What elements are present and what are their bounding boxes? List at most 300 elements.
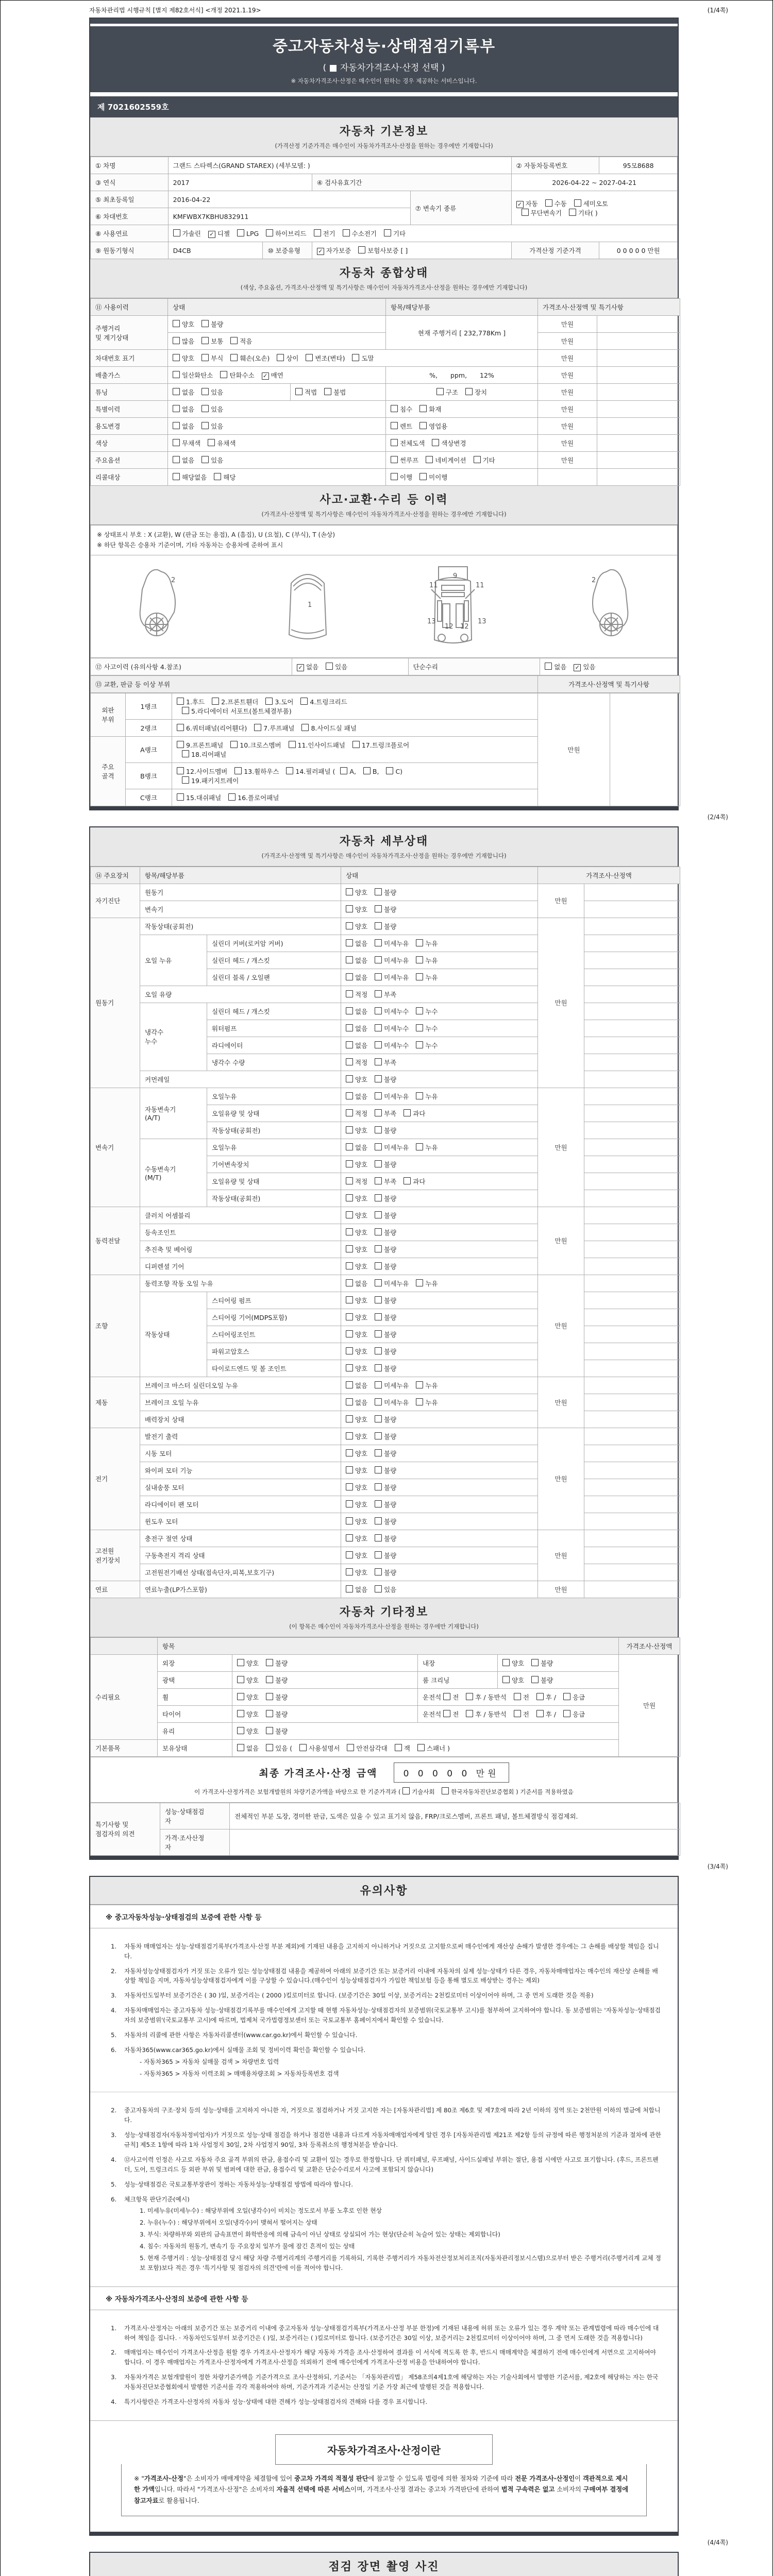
value-cell[interactable]: 구조 장치 <box>386 384 538 401</box>
checkbox-icon[interactable] <box>266 1744 273 1751</box>
value-cell[interactable]: 없음 미세누유 누유 <box>341 935 538 952</box>
checkbox-icon[interactable] <box>502 1676 510 1683</box>
checkbox-icon[interactable] <box>352 354 359 361</box>
value-cell[interactable]: 적정 부족 과다 <box>341 1173 538 1190</box>
checkbox-checked-icon[interactable]: ✓ <box>208 231 215 238</box>
value-cell[interactable]: ✓ 자동 수동 세미오토 무단변속기 기타( ) <box>511 191 677 225</box>
value-cell[interactable]: 없음 미세누유 누유 <box>341 1377 538 1394</box>
notice-item-subs <box>124 2206 663 2273</box>
checkbox-icon[interactable] <box>375 1500 382 1507</box>
checkbox-icon[interactable] <box>295 388 303 395</box>
value-cell[interactable]: 양호 불량 <box>341 1258 538 1275</box>
checkbox-icon[interactable] <box>375 1109 382 1116</box>
checkbox-checked-icon[interactable]: ✓ <box>574 664 581 671</box>
value-cell[interactable]: 양호 불량 <box>341 1071 538 1088</box>
value-cell[interactable]: 없음 있음 <box>168 384 291 401</box>
checkbox-icon[interactable] <box>265 698 273 705</box>
value-cell[interactable]: 양호 불량 <box>498 1671 619 1688</box>
checkbox-icon[interactable] <box>522 209 529 216</box>
checkbox-icon[interactable] <box>346 922 353 929</box>
checkbox-icon[interactable] <box>375 1143 382 1150</box>
checkbox-icon[interactable] <box>201 422 209 429</box>
checkbox-icon[interactable] <box>375 1058 382 1065</box>
checkbox-icon[interactable] <box>465 388 473 395</box>
value-cell[interactable]: 양호 불량 <box>341 1207 538 1224</box>
checkbox-icon[interactable] <box>375 1262 382 1269</box>
checkbox-icon[interactable] <box>416 939 423 946</box>
checkbox-icon[interactable] <box>306 354 313 361</box>
checkbox-icon[interactable] <box>391 422 398 429</box>
checkbox-icon[interactable] <box>346 973 353 980</box>
checkbox-icon[interactable] <box>201 337 209 344</box>
value-cell[interactable]: 양호 불량 <box>232 1722 619 1739</box>
checkbox-icon[interactable] <box>346 990 353 997</box>
checkbox-icon[interactable] <box>182 776 189 784</box>
checkbox-icon[interactable] <box>416 973 423 980</box>
checkbox-icon[interactable] <box>375 1296 382 1303</box>
value-cell[interactable]: 썬루프 네비게이션 기타 <box>386 452 538 469</box>
checkbox-icon[interactable] <box>346 1313 353 1320</box>
checkbox-icon[interactable] <box>363 767 371 774</box>
checkbox-icon[interactable] <box>346 1143 353 1150</box>
checkbox-icon[interactable] <box>326 663 333 670</box>
checkbox-icon[interactable] <box>346 1024 353 1031</box>
value-cell[interactable]: 양호 불량 <box>341 1343 538 1360</box>
value-cell[interactable]: 없음 있음 <box>168 418 386 435</box>
checkbox-icon[interactable] <box>346 1534 353 1541</box>
checkbox-icon[interactable] <box>346 1228 353 1235</box>
checkbox-icon[interactable] <box>346 1551 353 1558</box>
checkbox-icon[interactable] <box>375 1432 382 1439</box>
checkbox-icon[interactable] <box>375 1228 382 1235</box>
checkbox-icon[interactable] <box>346 905 353 912</box>
checkbox-icon[interactable] <box>416 956 423 963</box>
value-cell[interactable]: 양호 불량 <box>341 1122 538 1139</box>
value-cell[interactable]: 해당없음 해당 <box>168 469 386 486</box>
value-cell[interactable]: 양호 불량 <box>341 1462 538 1479</box>
value-cell[interactable]: 양호 불량 <box>341 1479 538 1496</box>
checkbox-icon[interactable] <box>346 1296 353 1303</box>
checkbox-icon[interactable] <box>346 1568 353 1575</box>
checkbox-icon[interactable] <box>343 229 350 236</box>
checkbox-icon[interactable] <box>391 405 398 412</box>
checkbox-icon[interactable] <box>182 750 189 757</box>
checkbox-icon[interactable] <box>237 1744 244 1751</box>
checkbox-icon[interactable] <box>173 337 180 344</box>
value-cell[interactable]: 양호 불량 <box>232 1654 418 1671</box>
value-cell[interactable]: 양호 불량 <box>232 1705 418 1722</box>
value-cell[interactable]: 양호 불량 <box>341 1360 538 1377</box>
checkbox-icon[interactable] <box>237 1659 244 1666</box>
checkbox-icon[interactable] <box>173 439 180 446</box>
value-cell[interactable]: 양호 불량 <box>341 1241 538 1258</box>
value-cell[interactable]: 1.후드 2.프론트휀더 3.도어 4.트렁크리드 5.라디에이터 서포트(볼트체결부품) <box>172 693 538 719</box>
checkbox-icon[interactable] <box>375 1007 382 1014</box>
checkbox-icon[interactable] <box>536 1693 544 1700</box>
checkbox-icon[interactable] <box>375 1364 382 1371</box>
checkbox-icon[interactable] <box>416 1024 423 1031</box>
value-cell[interactable]: 양호 불량 <box>341 1513 538 1530</box>
checkbox-icon[interactable] <box>375 888 382 895</box>
checkbox-icon[interactable] <box>289 741 296 748</box>
value-cell[interactable]: 양호 불량 <box>341 1530 538 1547</box>
checkbox-icon[interactable] <box>173 371 180 378</box>
checkbox-icon[interactable] <box>545 663 552 670</box>
checkbox-icon[interactable] <box>375 1585 382 1592</box>
checkbox-icon[interactable] <box>347 1744 354 1751</box>
checkbox-icon[interactable] <box>346 1177 353 1184</box>
checkbox-icon[interactable] <box>375 1092 382 1099</box>
checkbox-icon[interactable] <box>346 1041 353 1048</box>
checkbox-icon[interactable] <box>358 246 365 253</box>
value-cell[interactable]: 12.사이드멤버 13.휠하우스 14.필러패널 ( A, B, C) 19.패키지트레이 <box>172 762 538 789</box>
checkbox-icon[interactable] <box>375 973 382 980</box>
checkbox-icon[interactable] <box>230 337 238 344</box>
checkbox-icon[interactable] <box>346 956 353 963</box>
value-cell[interactable]: 양호 불량 <box>341 1309 538 1326</box>
checkbox-icon[interactable] <box>404 1177 411 1184</box>
value-cell[interactable]: 없음 있음 ( 사용설명서 안전삼각대 잭 스패너 ) <box>232 1739 619 1756</box>
value-cell[interactable]: 이행 미이행 <box>386 469 538 486</box>
column-header-cell <box>91 1637 158 1654</box>
checkbox-icon[interactable] <box>237 1676 244 1683</box>
checkbox-icon[interactable] <box>466 1710 473 1717</box>
value-cell[interactable]: 가솔린 ✓ 디젤 LPG 하이브리드 전기 수소전기 기타 <box>168 225 677 242</box>
checkbox-icon[interactable] <box>416 1398 423 1405</box>
checkbox-icon[interactable] <box>375 990 382 997</box>
value-cell[interactable]: 없음 미세누유 누유 <box>341 1088 538 1105</box>
checkbox-icon[interactable] <box>346 1381 353 1388</box>
checkbox-icon[interactable] <box>173 405 180 412</box>
checkbox-icon[interactable] <box>212 698 219 705</box>
value-cell[interactable]: 적정 부족 <box>341 1054 538 1071</box>
checkbox-icon[interactable] <box>419 422 427 429</box>
value-cell[interactable]: 없음 있음 <box>341 1581 538 1598</box>
checkbox-icon[interactable] <box>266 1676 273 1683</box>
value-cell[interactable]: 양호 불량 <box>341 1156 538 1173</box>
checkbox-icon[interactable] <box>391 439 398 446</box>
checkbox-icon[interactable] <box>201 405 209 412</box>
value-cell[interactable]: 적정 부족 과다 <box>341 1105 538 1122</box>
checkbox-icon[interactable] <box>182 707 189 714</box>
checkbox-icon[interactable] <box>514 1693 521 1700</box>
checkbox-icon[interactable] <box>384 229 391 236</box>
checkbox-icon[interactable] <box>436 388 444 395</box>
checkbox-icon[interactable] <box>352 741 360 748</box>
value-cell[interactable]: 양호 불량 <box>341 1445 538 1462</box>
value-cell[interactable]: 양호 부식 훼손(오손) 상이 변조(변타) 도말 <box>168 350 538 367</box>
checkbox-icon[interactable] <box>177 767 184 774</box>
checkbox-icon[interactable] <box>375 922 382 929</box>
value-cell[interactable]: 없음 미세누유 누유 <box>341 1394 538 1411</box>
checkbox-icon[interactable] <box>502 1659 510 1666</box>
checkbox-icon[interactable] <box>266 229 273 236</box>
checkbox-icon[interactable] <box>416 1007 423 1014</box>
checkbox-icon[interactable] <box>346 1483 353 1490</box>
checkbox-icon[interactable] <box>254 724 261 731</box>
row-label-cell: 주요 골격 <box>91 736 126 806</box>
checkbox-icon[interactable] <box>375 1075 382 1082</box>
value-cell[interactable]: 운전석 전 후 / 동반석 전 후 / 응급 <box>418 1688 619 1705</box>
checkbox-icon[interactable] <box>237 1710 244 1717</box>
checkbox-icon[interactable] <box>173 320 180 327</box>
checkbox-icon[interactable] <box>230 741 238 748</box>
checkbox-icon[interactable] <box>208 439 215 446</box>
checkbox-icon[interactable] <box>375 1245 382 1252</box>
value-cell[interactable]: 없음 미세누유 누유 <box>341 969 538 986</box>
checkbox-icon[interactable] <box>404 1109 411 1116</box>
value-cell[interactable]: 양호 불량 <box>341 884 538 901</box>
checkbox-icon[interactable] <box>346 1347 353 1354</box>
value-cell[interactable]: 많음 보통 적음 <box>168 333 386 350</box>
checkbox-icon[interactable] <box>416 1279 423 1286</box>
checkbox-icon[interactable] <box>234 767 242 774</box>
row-label-cell: 연료 <box>91 1581 140 1598</box>
checkbox-icon[interactable] <box>391 473 398 480</box>
checkbox-icon[interactable] <box>531 1659 539 1666</box>
checkbox-icon[interactable] <box>346 1211 353 1218</box>
value-cell[interactable]: 양호 불량 <box>341 918 538 935</box>
value-cell[interactable]: 양호 불량 <box>232 1671 418 1688</box>
checkbox-icon[interactable] <box>173 229 180 236</box>
checkbox-icon[interactable] <box>346 1194 353 1201</box>
checkbox-icon[interactable] <box>214 473 221 480</box>
checkbox-icon[interactable] <box>375 1483 382 1490</box>
value-cell[interactable]: ✓ 자가보증 보험사보증 [ ] <box>312 242 511 259</box>
value-cell: 디퍼렌셜 기어 <box>140 1258 341 1275</box>
checkbox-icon[interactable] <box>266 1727 273 1734</box>
value-cell[interactable]: 양호 불량 <box>341 1326 538 1343</box>
checkbox-icon[interactable] <box>375 1568 382 1575</box>
checkbox-icon[interactable] <box>346 1500 353 1507</box>
checkbox-icon[interactable] <box>201 354 209 361</box>
checkbox-icon[interactable] <box>346 1279 353 1286</box>
checkbox-icon[interactable] <box>375 1211 382 1218</box>
checkbox-icon[interactable] <box>375 1177 382 1184</box>
value-cell[interactable]: 양호 불량 <box>498 1654 619 1671</box>
checkbox-icon[interactable] <box>416 1381 423 1388</box>
checkbox-icon[interactable] <box>443 1693 450 1700</box>
checkbox-icon[interactable] <box>346 1517 353 1524</box>
column-header-cell: 항목 <box>158 1637 619 1654</box>
checkbox-icon[interactable] <box>474 456 481 463</box>
checkbox-icon[interactable] <box>375 1381 382 1388</box>
checkbox-icon[interactable] <box>346 1449 353 1456</box>
checkbox-icon[interactable] <box>375 956 382 963</box>
value-cell[interactable]: 양호 불량 <box>232 1688 418 1705</box>
checkbox-icon[interactable] <box>402 1787 410 1794</box>
checkbox-icon[interactable] <box>375 1330 382 1337</box>
row-label-cell: 가격·조사산정 자 <box>160 1829 230 1855</box>
checkbox-icon[interactable] <box>574 199 581 207</box>
checkbox-icon[interactable] <box>201 456 209 463</box>
checkbox-icon[interactable] <box>173 354 180 361</box>
checkbox-icon[interactable] <box>266 1693 273 1700</box>
checkbox-icon[interactable] <box>443 1710 450 1717</box>
checkbox-icon[interactable] <box>266 1659 273 1666</box>
checkbox-icon[interactable] <box>346 939 353 946</box>
checkbox-icon[interactable] <box>346 1075 353 1082</box>
checkbox-icon[interactable] <box>228 793 236 801</box>
value-cell[interactable]: 6.쿼터패널(리어휀다) 7.루프패널 8.사이드실 패널 <box>172 719 538 736</box>
notice-item <box>111 2030 663 2040</box>
checkbox-icon[interactable] <box>266 1710 273 1717</box>
checkbox-icon[interactable] <box>419 473 427 480</box>
checkbox-icon[interactable] <box>466 1693 473 1700</box>
checkbox-icon[interactable] <box>237 229 244 236</box>
checkbox-icon[interactable] <box>531 1676 539 1683</box>
checkbox-icon[interactable] <box>346 1058 353 1065</box>
checkbox-icon[interactable] <box>299 1744 307 1751</box>
value-cell[interactable]: 없음 미세누수 누수 <box>341 1037 538 1054</box>
checkbox-icon[interactable] <box>346 1585 353 1592</box>
checkbox-checked-icon[interactable]: ✓ <box>297 664 304 671</box>
checkbox-icon[interactable] <box>177 724 184 731</box>
checkbox-icon[interactable] <box>416 1143 423 1150</box>
checkbox-icon[interactable] <box>375 1534 382 1541</box>
value-cell[interactable]: ✓ 없음 있음 <box>292 658 409 675</box>
value-cell[interactable]: 없음 있음 <box>168 401 386 418</box>
checkbox-checked-icon[interactable]: ✓ <box>516 201 524 208</box>
checkbox-icon[interactable] <box>173 388 180 395</box>
checkbox-icon[interactable] <box>416 1092 423 1099</box>
value-cell[interactable]: 양호 불량 <box>341 1411 538 1428</box>
checkbox-icon[interactable] <box>346 1262 353 1269</box>
value-cell[interactable]: 전체도색 색상변경 <box>386 435 538 452</box>
value-cell[interactable]: 양호 불량 <box>341 901 538 918</box>
value-cell[interactable]: 양호 불량 <box>341 1224 538 1241</box>
checkbox-icon[interactable] <box>314 229 321 236</box>
value-cell[interactable]: 침수 화재 <box>386 401 538 418</box>
value-cell[interactable]: 렌트 영업용 <box>386 418 538 435</box>
checkbox-icon[interactable] <box>545 199 552 207</box>
checkbox-icon[interactable] <box>237 1693 244 1700</box>
checkbox-icon[interactable] <box>220 371 227 378</box>
checkbox-icon[interactable] <box>375 1449 382 1456</box>
checkbox-icon[interactable] <box>177 741 184 748</box>
checkbox-checked-icon[interactable]: ✓ <box>317 248 324 255</box>
value-cell[interactable]: 일산화탄소 탄화수소 ✓ 매연 <box>168 367 386 384</box>
checkbox-icon[interactable] <box>375 1126 382 1133</box>
value-cell[interactable]: 양호 불량 <box>341 1564 538 1581</box>
checkbox-icon[interactable] <box>173 473 180 480</box>
checkbox-icon[interactable] <box>391 456 398 463</box>
checkbox-icon[interactable] <box>375 1415 382 1422</box>
checkbox-icon[interactable] <box>375 1466 382 1473</box>
checkbox-icon[interactable] <box>301 724 309 731</box>
checkbox-icon[interactable] <box>346 1398 353 1405</box>
value-cell[interactable]: 없음 미세누유 누유 <box>341 1275 538 1292</box>
value-cell[interactable]: 양호 불량 <box>341 1190 538 1207</box>
checkbox-icon[interactable] <box>177 698 184 705</box>
checkbox-icon[interactable] <box>346 1364 353 1371</box>
value-cell[interactable]: 15.대쉬패널 16.플로어패널 <box>172 789 538 806</box>
checkbox-icon[interactable] <box>417 1744 425 1751</box>
checkbox-icon[interactable] <box>375 1517 382 1524</box>
checkbox-icon[interactable] <box>375 1160 382 1167</box>
checkbox-icon[interactable] <box>346 1126 353 1133</box>
checkbox-icon[interactable] <box>563 1710 570 1717</box>
checkbox-icon[interactable] <box>375 1551 382 1558</box>
value-cell <box>584 1411 680 1428</box>
checkbox-icon[interactable] <box>563 1693 570 1700</box>
checkbox-icon[interactable] <box>277 354 284 361</box>
value-cell[interactable]: 9.프론트패널 10.크로스멤버 11.인사이드패널 17.트렁크플로어 18.리어패널 <box>172 736 538 762</box>
checkbox-icon[interactable] <box>173 422 180 429</box>
value-cell[interactable]: 무채색 유채색 <box>168 435 386 452</box>
checkbox-icon[interactable] <box>201 388 209 395</box>
value-cell[interactable]: 없음 미세누유 누유 <box>341 1139 538 1156</box>
checkbox-icon[interactable] <box>419 405 427 412</box>
checkbox-icon[interactable] <box>536 1710 544 1717</box>
checkbox-icon[interactable] <box>346 1245 353 1252</box>
checkbox-icon[interactable] <box>442 1787 449 1794</box>
checkbox-icon[interactable] <box>201 320 209 327</box>
checkbox-icon[interactable] <box>426 456 433 463</box>
value-cell[interactable]: 없음 미세누유 누유 <box>341 952 538 969</box>
checkbox-icon[interactable] <box>230 354 238 361</box>
value-cell[interactable]: 양호 불량 <box>168 316 386 333</box>
checkbox-icon[interactable] <box>346 1092 353 1099</box>
checkbox-icon[interactable] <box>375 1024 382 1031</box>
checkbox-icon[interactable] <box>346 1007 353 1014</box>
checkbox-icon[interactable] <box>375 1279 382 1286</box>
checkbox-icon[interactable] <box>375 1398 382 1405</box>
checkbox-icon[interactable] <box>300 698 308 705</box>
checkbox-icon[interactable] <box>346 1432 353 1439</box>
value-cell: 등속조인트 <box>140 1224 341 1241</box>
checkbox-icon[interactable] <box>375 1313 382 1320</box>
checkbox-icon[interactable] <box>346 1466 353 1473</box>
checkbox-checked-icon[interactable]: ✓ <box>262 372 269 380</box>
value-cell[interactable]: 적정 부족 <box>341 986 538 1003</box>
value-cell[interactable]: 양호 불량 <box>341 1496 538 1513</box>
checkbox-icon[interactable] <box>375 1194 382 1201</box>
value-cell[interactable]: 없음 미세누수 누수 <box>341 1020 538 1037</box>
checkbox-icon[interactable] <box>375 1347 382 1354</box>
value-cell[interactable]: 없음 미세누수 누수 <box>341 1003 538 1020</box>
checkbox-icon[interactable] <box>286 767 293 774</box>
checkbox-icon[interactable] <box>569 209 576 216</box>
checkbox-icon[interactable] <box>177 793 184 801</box>
checkbox-icon[interactable] <box>416 1041 423 1048</box>
checkbox-icon[interactable] <box>346 1160 353 1167</box>
value-cell[interactable]: 없음 ✓ 있음 <box>540 658 678 675</box>
checkbox-icon[interactable] <box>375 905 382 912</box>
checkbox-icon[interactable] <box>375 939 382 946</box>
car-side-left-diagram <box>115 563 219 650</box>
value-cell[interactable]: 운전석 전 후 / 동반석 전 후 / 응급 <box>418 1705 619 1722</box>
checkbox-icon[interactable] <box>346 1109 353 1116</box>
checkbox-icon[interactable] <box>173 456 180 463</box>
checkbox-icon[interactable] <box>432 439 439 446</box>
checkbox-icon[interactable] <box>395 1744 402 1751</box>
value-cell[interactable]: 양호 불량 <box>341 1428 538 1445</box>
checkbox-icon[interactable] <box>386 767 393 774</box>
value-cell[interactable]: 없음 있음 <box>168 452 386 469</box>
checkbox-icon[interactable] <box>340 767 347 774</box>
checkbox-icon[interactable] <box>346 1415 353 1422</box>
checkbox-icon[interactable] <box>237 1727 244 1734</box>
checkbox-icon[interactable] <box>346 1330 353 1337</box>
value-cell[interactable]: 양호 불량 <box>341 1292 538 1309</box>
value-cell[interactable]: 양호 불량 <box>341 1547 538 1564</box>
value-cell[interactable]: 적법 불법 <box>291 384 386 401</box>
checkbox-icon[interactable] <box>514 1710 521 1717</box>
checkbox-icon[interactable] <box>375 1041 382 1048</box>
checkbox-icon[interactable] <box>346 888 353 895</box>
checkbox-icon[interactable] <box>324 388 331 395</box>
